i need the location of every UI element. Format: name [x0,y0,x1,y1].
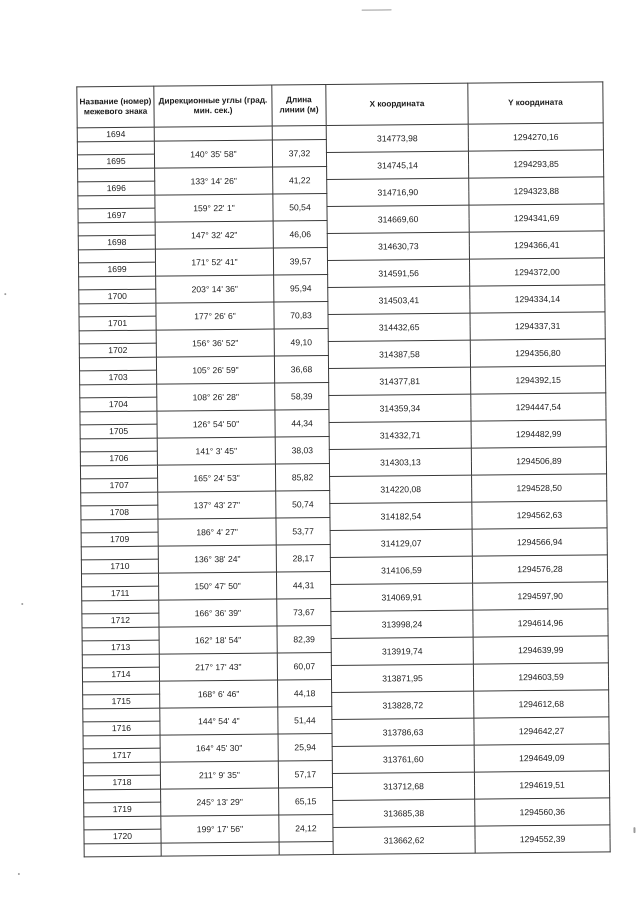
x-coordinate-cell: 313761,60 [332,745,474,773]
directional-angle-cell: 137° 43' 27" [158,491,276,519]
mark-name-cell: 1707 [81,478,158,492]
mark-name-cell-empty [78,249,155,263]
y-coordinate-cell: 1294639,99 [473,636,608,664]
scan-speck [362,9,392,10]
line-length-cell: 38,03 [275,436,329,464]
line-length-cell: 82,39 [277,625,331,653]
scan-speck [18,873,20,875]
scan-speck [21,603,23,605]
x-coordinate-cell: 314129,07 [330,529,472,557]
mark-name-cell: 1710 [81,559,158,573]
mark-name-cell-empty [80,438,157,452]
y-coordinate-cell: 1294552,39 [475,825,610,853]
x-coordinate-cell: 314503,41 [328,286,470,314]
x-coordinate-cell: 313828,72 [332,691,474,719]
x-coordinate-cell: 313786,63 [332,718,474,746]
mark-name-cell-empty [84,843,161,857]
x-coordinate-cell: 313998,24 [331,610,473,638]
mark-name-cell-empty [82,600,159,614]
x-coordinate-cell: 314377,81 [329,367,471,395]
table-body [77,123,610,857]
x-coordinate-cell: 314716,90 [327,178,469,206]
y-coordinate-cell: 1294612,68 [474,690,609,718]
mark-name-cell-empty [78,222,155,236]
directional-angle-cell: 141° 3' 45" [157,437,275,465]
x-coordinate-cell: 313662,62 [333,826,475,854]
directional-angle-cell: 147° 32' 42" [155,221,273,249]
y-coordinate-cell: 1294372,00 [469,258,604,286]
directional-angle-cell: 245° 13' 29" [161,788,279,816]
line-length-cell: 24,12 [279,814,333,842]
mark-name-cell: 1711 [82,586,159,600]
mark-name-cell: 1695 [77,154,154,168]
directional-angle-cell: 199° 17' 56" [161,815,279,843]
y-coordinate-cell: 1294619,51 [474,771,609,799]
line-length-cell: 44,31 [276,571,330,599]
mark-name-cell-empty [79,357,156,371]
directional-angle-cell: 159° 22' 1" [155,194,273,222]
y-coordinate-cell: 1294649,09 [474,744,609,772]
length-cell-empty [279,841,333,855]
mark-name-cell-empty [80,411,157,425]
x-coordinate-cell: 314745,14 [326,151,468,179]
y-coordinate-cell: 1294482,99 [471,420,606,448]
mark-name-cell: 1699 [79,262,156,276]
scan-speck [4,293,6,295]
y-coordinate-cell: 1294270,16 [468,123,603,151]
mark-name-cell-empty [84,816,161,830]
x-coordinate-cell: 313871,95 [331,664,473,692]
y-coordinate-cell: 1294597,90 [473,582,608,610]
directional-angle-cell: 126° 54' 50" [157,410,275,438]
mark-name-cell-empty [79,330,156,344]
line-length-cell: 36,68 [274,355,328,383]
y-coordinate-cell: 1294334,14 [470,285,605,313]
mark-name-cell-empty [77,141,154,155]
mark-name-cell-empty [83,708,160,722]
line-length-cell: 41,22 [273,166,327,194]
mark-name-cell: 1704 [80,397,157,411]
line-length-cell: 50,74 [276,490,330,518]
directional-angle-cell: 144° 54' 4" [160,707,278,735]
mark-name-cell: 1717 [83,748,160,762]
x-coordinate-cell: 314303,13 [329,448,471,476]
line-length-cell: 39,57 [273,247,327,275]
line-length-cell: 25,94 [278,733,332,761]
header-x-coordinate: X координата [326,83,468,125]
mark-name-cell: 1705 [80,424,157,438]
mark-name-cell: 1696 [78,181,155,195]
directional-angle-cell: 217° 17' 43" [159,653,277,681]
mark-name-cell: 1718 [83,775,160,789]
line-length-cell: 51,44 [278,706,332,734]
directional-angle-cell: 171° 52' 41" [155,248,273,276]
mark-name-cell: 1708 [81,505,158,519]
mark-name-cell: 1713 [82,640,159,654]
line-length-cell: 53,77 [276,517,330,545]
directional-angle-cell: 133° 14' 26" [155,167,273,195]
angle-cell-empty [154,126,272,141]
x-coordinate-cell: 314182,54 [330,502,472,530]
mark-name-cell-empty [80,384,157,398]
directional-angle-cell: 136° 38' 24" [158,545,276,573]
directional-angle-cell: 164° 45' 30" [160,734,278,762]
mark-name-cell: 1700 [79,289,156,303]
line-length-cell: 28,17 [276,544,330,572]
mark-name-cell-empty [82,627,159,641]
mark-name-cell-empty [79,276,156,290]
angle-cell-empty [161,842,279,857]
mark-name-cell-empty [81,492,158,506]
mark-name-cell: 1701 [79,316,156,330]
x-coordinate-cell: 314669,60 [327,205,469,233]
directional-angle-cell: 150° 47' 50" [158,572,276,600]
directional-angle-cell: 186° 4' 27" [158,518,276,546]
x-coordinate-cell: 313919,74 [331,637,473,665]
directional-angle-cell: 165° 24' 53" [157,464,275,492]
mark-name-cell: 1698 [78,235,155,249]
directional-angle-cell: 166° 36' 39" [159,599,277,627]
x-coordinate-cell: 314220,08 [330,475,472,503]
mark-name-cell-empty [82,654,159,668]
mark-name-cell-empty [80,465,157,479]
mark-name-cell-empty [81,519,158,533]
mark-name-cell: 1709 [81,532,158,546]
mark-name-cell: 1719 [84,802,161,816]
mark-name-cell-empty [81,573,158,587]
mark-name-cell-empty [78,195,155,209]
mark-name-cell: 1702 [79,343,156,357]
line-length-cell: 46,06 [273,220,327,248]
line-length-cell: 60,07 [277,652,331,680]
y-coordinate-cell: 1294576,28 [472,555,607,583]
x-coordinate-cell: 314106,59 [330,556,472,584]
directional-angle-cell: 177° 26' 6" [156,302,274,330]
mark-name-cell-empty [78,168,155,182]
mark-name-cell-empty [81,546,158,560]
mark-name-cell: 1703 [80,370,157,384]
y-coordinate-cell: 1294562,63 [472,501,607,529]
line-length-cell: 50,54 [273,193,327,221]
y-coordinate-cell: 1294337,31 [470,312,605,340]
line-length-cell: 58,39 [275,382,329,410]
y-coordinate-cell: 1294566,94 [472,528,607,556]
directional-angle-cell: 168° 6' 46" [160,680,278,708]
scan-speck [633,827,635,833]
header-y-coordinate: Y координата [468,82,603,124]
line-length-cell: 70,83 [274,301,328,329]
y-coordinate-cell: 1294528,50 [472,474,607,502]
directional-angle-cell: 211° 9' 35" [160,761,278,789]
y-coordinate-cell: 1294323,88 [469,177,604,205]
y-coordinate-cell: 1294642,27 [474,717,609,745]
line-length-cell: 85,82 [275,463,329,491]
mark-name-cell: 1716 [83,721,160,735]
y-coordinate-cell: 1294341,69 [469,204,604,232]
mark-name-cell-empty [79,303,156,317]
x-coordinate-cell: 314387,58 [328,340,470,368]
mark-name-cell: 1715 [83,694,160,708]
mark-name-cell: 1720 [84,829,161,843]
header-directional-angle: Дирекционные углы (град. мин. сек.) [154,85,272,127]
y-coordinate-cell: 1294614,96 [473,609,608,637]
header-mark-name: Название (номер) межевого знака [77,86,154,128]
line-length-cell: 95,94 [274,274,328,302]
directional-angle-cell: 203° 14' 36" [156,275,274,303]
line-length-cell: 73,67 [277,598,331,626]
x-coordinate-cell: 314773,98 [326,124,468,152]
boundary-coordinates-table [76,81,610,857]
directional-angle-cell: 108° 26' 28" [157,383,275,411]
x-coordinate-cell: 314359,34 [329,394,471,422]
line-length-cell: 44,18 [278,679,332,707]
header-line-length: Длина линии (м) [272,85,326,127]
line-length-cell: 57,17 [278,760,332,788]
y-coordinate-cell: 1294603,59 [473,663,608,691]
y-coordinate-cell: 1294560,36 [475,798,610,826]
x-coordinate-cell: 314630,73 [327,232,469,260]
y-coordinate-cell: 1294447,54 [471,393,606,421]
mark-name-cell: 1706 [80,451,157,465]
line-length-cell: 65,15 [279,787,333,815]
mark-name-cell-empty [83,762,160,776]
directional-angle-cell: 162° 18' 54" [159,626,277,654]
directional-angle-cell: 140° 35' 58" [154,140,272,168]
y-coordinate-cell: 1294293,85 [468,150,603,178]
mark-name-cell: 1694 [77,127,154,141]
mark-name-cell-empty [83,681,160,695]
length-cell-empty [272,126,326,140]
x-coordinate-cell: 314332,71 [329,421,471,449]
directional-angle-cell: 105° 26' 59" [156,356,274,384]
x-coordinate-cell: 314591,56 [327,259,469,287]
line-length-cell: 49,10 [274,328,328,356]
y-coordinate-cell: 1294356,80 [470,339,605,367]
mark-name-cell: 1712 [82,613,159,627]
x-coordinate-cell: 314432,65 [328,313,470,341]
y-coordinate-cell: 1294506,89 [471,447,606,475]
y-coordinate-cell: 1294392,15 [471,366,606,394]
mark-name-cell-empty [84,789,161,803]
x-coordinate-cell: 313685,38 [333,799,475,827]
directional-angle-cell: 156° 36' 52" [156,329,274,357]
table-header-row [77,82,603,128]
mark-name-cell-empty [83,735,160,749]
line-length-cell: 44,34 [275,409,329,437]
x-coordinate-cell: 313712,68 [332,772,474,800]
x-coordinate-cell: 314069,91 [331,583,473,611]
mark-name-cell: 1714 [82,667,159,681]
mark-name-cell: 1697 [78,208,155,222]
line-length-cell: 37,32 [272,139,326,167]
y-coordinate-cell: 1294366,41 [469,231,604,259]
